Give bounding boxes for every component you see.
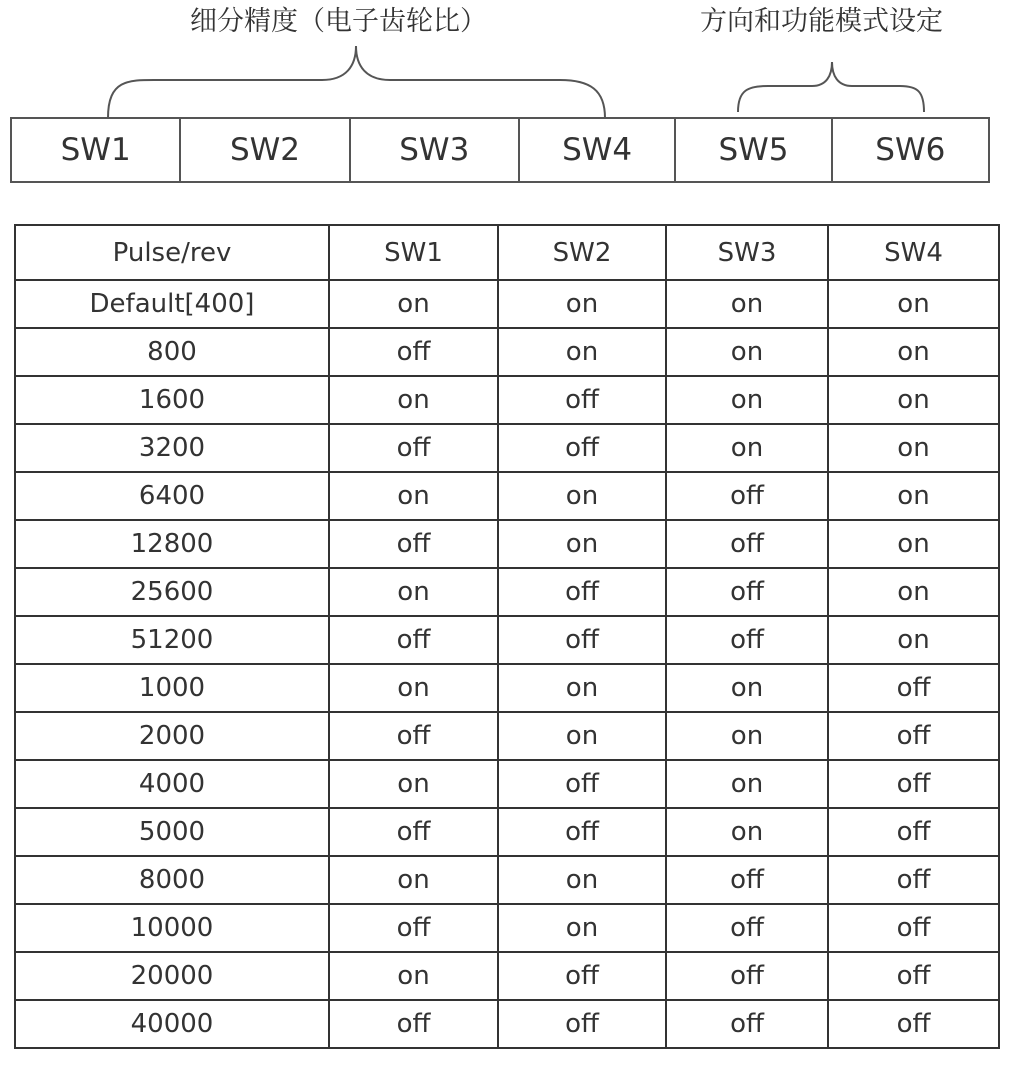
cell-sw1: off [329, 808, 498, 856]
cell-pulse-rev: 10000 [15, 904, 329, 952]
table-row [15, 472, 999, 520]
cell-sw2: off [498, 952, 666, 1000]
subdivision-bracket [108, 46, 605, 118]
cell-sw1: off [329, 520, 498, 568]
cell-sw3: on [666, 424, 828, 472]
cell-sw2: on [498, 664, 666, 712]
cell-sw3: on [666, 808, 828, 856]
table-row [15, 328, 999, 376]
switch-sw5: SW5 [676, 119, 832, 181]
pulse-rev-table [14, 224, 1000, 1049]
table-body [15, 280, 999, 1048]
table-row [15, 856, 999, 904]
subdivision-group-label: 细分精度（电子齿轮比） [190, 6, 487, 37]
cell-sw4: on [828, 616, 999, 664]
cell-sw3: off [666, 904, 828, 952]
cell-pulse-rev: 20000 [15, 952, 329, 1000]
direction-mode-group-label: 方向和功能模式设定 [700, 6, 943, 37]
cell-sw3: off [666, 1000, 828, 1048]
cell-sw1: on [329, 280, 498, 328]
cell-sw4: off [828, 904, 999, 952]
cell-sw4: on [828, 520, 999, 568]
cell-sw2: on [498, 856, 666, 904]
cell-sw4: off [828, 1000, 999, 1048]
table-header-row [15, 225, 999, 280]
table-row [15, 520, 999, 568]
cell-sw2: on [498, 328, 666, 376]
cell-pulse-rev: 1000 [15, 664, 329, 712]
cell-sw1: on [329, 472, 498, 520]
cell-sw3: off [666, 952, 828, 1000]
group-brackets [0, 0, 1014, 120]
cell-sw2: off [498, 616, 666, 664]
cell-sw2: off [498, 568, 666, 616]
cell-sw4: on [828, 568, 999, 616]
cell-pulse-rev: 3200 [15, 424, 329, 472]
switch-sw2: SW2 [181, 119, 350, 181]
table-row [15, 280, 999, 328]
header-sw4: SW4 [828, 225, 999, 280]
cell-sw4: on [828, 376, 999, 424]
cell-sw4: off [828, 760, 999, 808]
cell-sw1: on [329, 856, 498, 904]
cell-sw1: on [329, 760, 498, 808]
cell-sw4: on [828, 328, 999, 376]
cell-sw2: off [498, 760, 666, 808]
table-row [15, 616, 999, 664]
cell-sw1: on [329, 376, 498, 424]
cell-sw3: on [666, 280, 828, 328]
dip-switch-bar [10, 117, 990, 183]
cell-sw4: on [828, 472, 999, 520]
header-sw2: SW2 [498, 225, 666, 280]
switch-sw6: SW6 [875, 132, 946, 168]
cell-sw3: on [666, 712, 828, 760]
header-pulse-rev: Pulse/rev [15, 225, 329, 280]
cell-sw1: off [329, 328, 498, 376]
table-row [15, 712, 999, 760]
cell-pulse-rev: 8000 [15, 856, 329, 904]
cell-sw1: on [329, 664, 498, 712]
table-row [15, 904, 999, 952]
cell-pulse-rev: 12800 [15, 520, 329, 568]
cell-sw3: off [666, 856, 828, 904]
cell-sw4: off [828, 952, 999, 1000]
cell-sw4: off [828, 856, 999, 904]
cell-sw3: on [666, 328, 828, 376]
cell-sw2: on [498, 472, 666, 520]
cell-pulse-rev: 6400 [15, 472, 329, 520]
table-row [15, 760, 999, 808]
cell-sw3: on [666, 760, 828, 808]
cell-pulse-rev: 51200 [15, 616, 329, 664]
cell-sw4: off [828, 712, 999, 760]
table-row [15, 664, 999, 712]
switch-sw3: SW3 [351, 119, 520, 181]
cell-pulse-rev: Default[400] [15, 280, 329, 328]
cell-sw3: on [666, 664, 828, 712]
cell-pulse-rev: 5000 [15, 808, 329, 856]
cell-sw2: off [498, 424, 666, 472]
cell-sw3: off [666, 520, 828, 568]
cell-pulse-rev: 40000 [15, 1000, 329, 1048]
table-row [15, 808, 999, 856]
switch-sw1: SW1 [12, 119, 181, 181]
header-sw3: SW3 [666, 225, 828, 280]
table-row [15, 424, 999, 472]
cell-sw1: on [329, 952, 498, 1000]
cell-pulse-rev: 2000 [15, 712, 329, 760]
cell-sw2: off [498, 376, 666, 424]
cell-sw1: off [329, 712, 498, 760]
cell-pulse-rev: 4000 [15, 760, 329, 808]
switch-sw4: SW4 [520, 119, 676, 181]
header-sw1: SW1 [329, 225, 498, 280]
table-row [15, 1000, 999, 1048]
cell-sw2: on [498, 712, 666, 760]
cell-sw3: on [666, 376, 828, 424]
cell-sw1: off [329, 616, 498, 664]
cell-sw4: off [828, 664, 999, 712]
cell-sw2: on [498, 904, 666, 952]
cell-sw1: on [329, 568, 498, 616]
cell-sw2: on [498, 520, 666, 568]
cell-sw1: off [329, 1000, 498, 1048]
cell-pulse-rev: 800 [15, 328, 329, 376]
table-row [15, 376, 999, 424]
table-row [15, 952, 999, 1000]
cell-pulse-rev: 1600 [15, 376, 329, 424]
cell-sw4: on [828, 424, 999, 472]
cell-sw2: off [498, 808, 666, 856]
direction-mode-bracket [738, 62, 924, 112]
table-row [15, 568, 999, 616]
cell-sw1: off [329, 424, 498, 472]
cell-sw4: on [828, 280, 999, 328]
cell-pulse-rev: 25600 [15, 568, 329, 616]
cell-sw4: off [828, 808, 999, 856]
cell-sw1: off [329, 904, 498, 952]
cell-sw2: on [498, 280, 666, 328]
cell-sw3: off [666, 568, 828, 616]
cell-sw3: off [666, 616, 828, 664]
cell-sw2: off [498, 1000, 666, 1048]
cell-sw3: off [666, 472, 828, 520]
